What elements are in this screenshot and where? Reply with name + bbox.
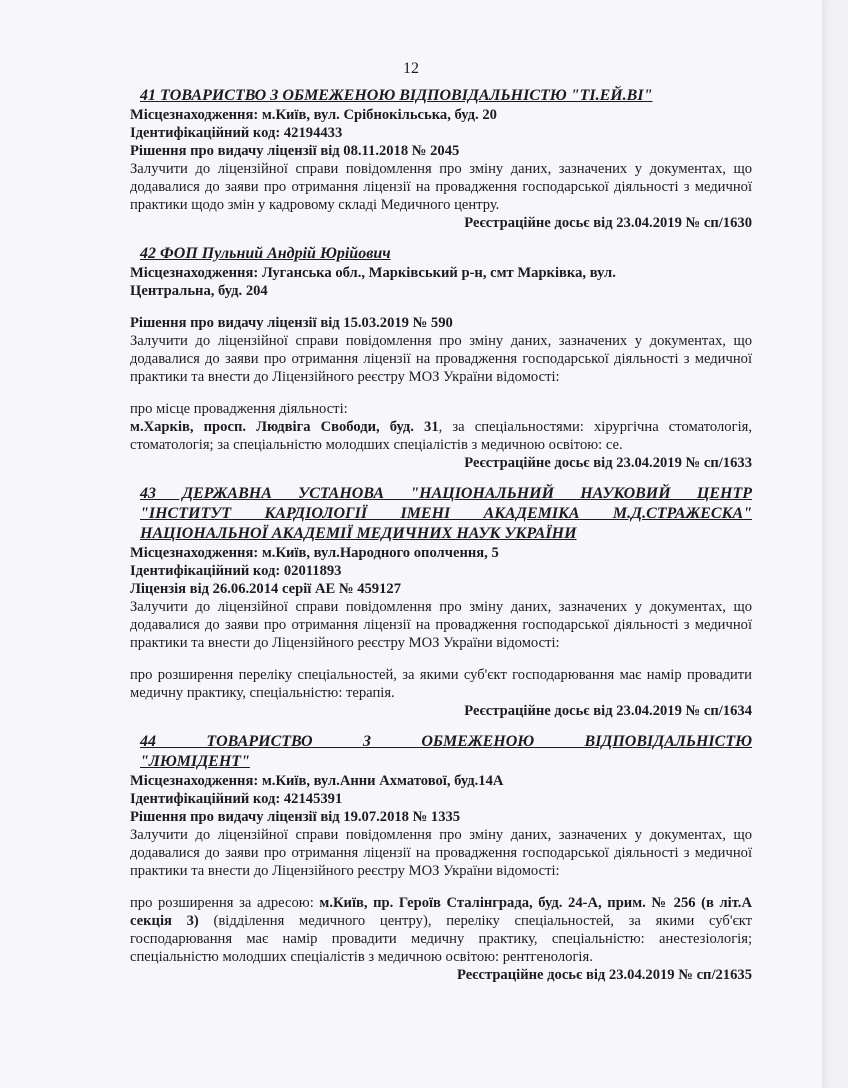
entry-registry: Реєстраційне досьє від 23.04.2019 № сп/1630 xyxy=(464,215,752,231)
entry-extra-details: (відділення медичного центру), переліку спеціальностей, за якими суб'єкт господарювання має намір провадити медичну практику, спеціальністю: анестезіологія; спеціальністю молодших спеціалістів з медичною освітою: рентгенологія. xyxy=(130,913,752,965)
entry-license: Ліцензія від 26.06.2014 серії АЕ № 459127 xyxy=(130,581,401,597)
entry-location: Місцезнаходження: м.Київ, вул.Народного ополчення, 5 xyxy=(130,545,499,561)
entry-location: Місцезнаходження: м.Київ, вул.Анни Ахматової, буд.14А xyxy=(130,773,504,789)
entry-decision: Рішення про видачу ліцензії від 08.11.2018 № 2045 xyxy=(130,143,460,159)
entry-title-line-2: "ЛЮМІДЕНТ" xyxy=(140,753,250,770)
entry-id-code: Ідентифікаційний код: 42145391 xyxy=(130,791,343,807)
entry-extra xyxy=(130,418,752,454)
entry-location: Місцезнаходження: м.Київ, вул. Срібнокільська, буд. 20 xyxy=(130,107,497,123)
entry-text: Залучити до ліцензійної справи повідомлення про зміну даних, зазначених у документах, що додавалися до заяви про отримання ліцензії на провадження господарської діяльності з медичної практики та внести до Ліцензійного реєстру МОЗ України відомості: xyxy=(130,599,752,651)
license-entry-43 xyxy=(130,484,752,720)
entry-extra-intro: про місце провадження діяльності: xyxy=(130,401,348,417)
entry-title-line-2: "ІНСТИТУТ КАРДІОЛОГІЇ ІМЕНІ АКАДЕМІКА М.Д.СТРАЖЕСКА" xyxy=(140,505,752,522)
entry-title-line-3: НАЦІОНАЛЬНОЇ АКАДЕМІЇ МЕДИЧНИХ НАУК УКРАЇНИ xyxy=(140,525,577,542)
entry-extra xyxy=(130,894,752,966)
document-body xyxy=(130,86,752,996)
entry-location-line-2: Центральна, буд. 204 xyxy=(130,283,268,299)
entry-registry: Реєстраційне досьє від 23.04.2019 № сп/1633 xyxy=(464,455,752,471)
entry-location-line-1: Місцезнаходження: Луганська обл., Марківський р-н, смт Марківка, вул. xyxy=(130,265,616,281)
entry-registry: Реєстраційне досьє від 23.04.2019 № сп/1634 xyxy=(464,703,752,719)
page-number: 12 xyxy=(403,60,419,77)
entry-id-code: Ідентифікаційний код: 02011893 xyxy=(130,563,342,579)
entry-id-code: Ідентифікаційний код: 42194433 xyxy=(130,125,343,141)
entry-decision: Рішення про видачу ліцензії від 15.03.2019 № 590 xyxy=(130,315,453,331)
entry-extra: про розширення переліку спеціальностей, за якими суб'єкт господарювання має намір провадити медичну практику, спеціальністю: терапія. xyxy=(130,667,752,701)
entry-extra-details: , за спеціальностями: хірургічна стоматологія, стоматологія; за спеціальністю молодших спеціалістів з медичною освітою: се. xyxy=(130,419,752,453)
license-entry-41 xyxy=(130,86,752,232)
entry-title xyxy=(130,732,752,772)
entry-text: Залучити до ліцензійної справи повідомлення про зміну даних, зазначених у документах, що додавалися до заяви про отримання ліцензії на провадження господарської діяльності з медичної практики щодо змін у кадровому складі Медичного центру. xyxy=(130,161,752,213)
entry-title-line-1: 43 ДЕРЖАВНА УСТАНОВА "НАЦІОНАЛЬНИЙ НАУКОВИЙ ЦЕНТР xyxy=(140,485,752,502)
entry-extra-address: м.Харків, просп. Людвіга Свободи, буд. 31 xyxy=(130,419,439,435)
entry-title: 42 ФОП Пульний Андрій Юрійович xyxy=(140,245,391,262)
entry-decision: Рішення про видачу ліцензії від 19.07.2018 № 1335 xyxy=(130,809,461,825)
entry-title xyxy=(130,484,752,544)
entry-registry: Реєстраційне досьє від 23.04.2019 № сп/21635 xyxy=(456,967,752,983)
entry-extra-address: м.Київ, пр. Героїв Сталінграда, буд. 24-А, прим. № 256 (в літ.А секція 3) xyxy=(130,895,752,929)
license-entry-42 xyxy=(130,244,752,472)
entry-text: Залучити до ліцензійної справи повідомлення про зміну даних, зазначених у документах, що додавалися до заяви про отримання ліцензії на провадження господарської діяльності з медичної практики та внести до Ліцензійного реєстру МОЗ України відомості: xyxy=(130,827,752,879)
entry-extra-intro: про розширення за адресою: xyxy=(130,895,320,911)
entry-title: 41 ТОВАРИСТВО З ОБМЕЖЕНОЮ ВІДПОВІДАЛЬНІСТЮ "ТІ.ЕЙ.ВІ" xyxy=(140,87,653,104)
license-entry-44 xyxy=(130,732,752,984)
entry-location xyxy=(130,264,752,300)
entry-title-line-1: 44 ТОВАРИСТВО З ОБМЕЖЕНОЮ ВІДПОВІДАЛЬНІСТЮ xyxy=(140,733,752,750)
entry-text: Залучити до ліцензійної справи повідомлення про зміну даних, зазначених у документах, що додавалися до заяви про отримання ліцензії на провадження господарської діяльності з медичної практики та внести до Ліцензійного реєстру МОЗ України відомості: xyxy=(130,333,752,385)
